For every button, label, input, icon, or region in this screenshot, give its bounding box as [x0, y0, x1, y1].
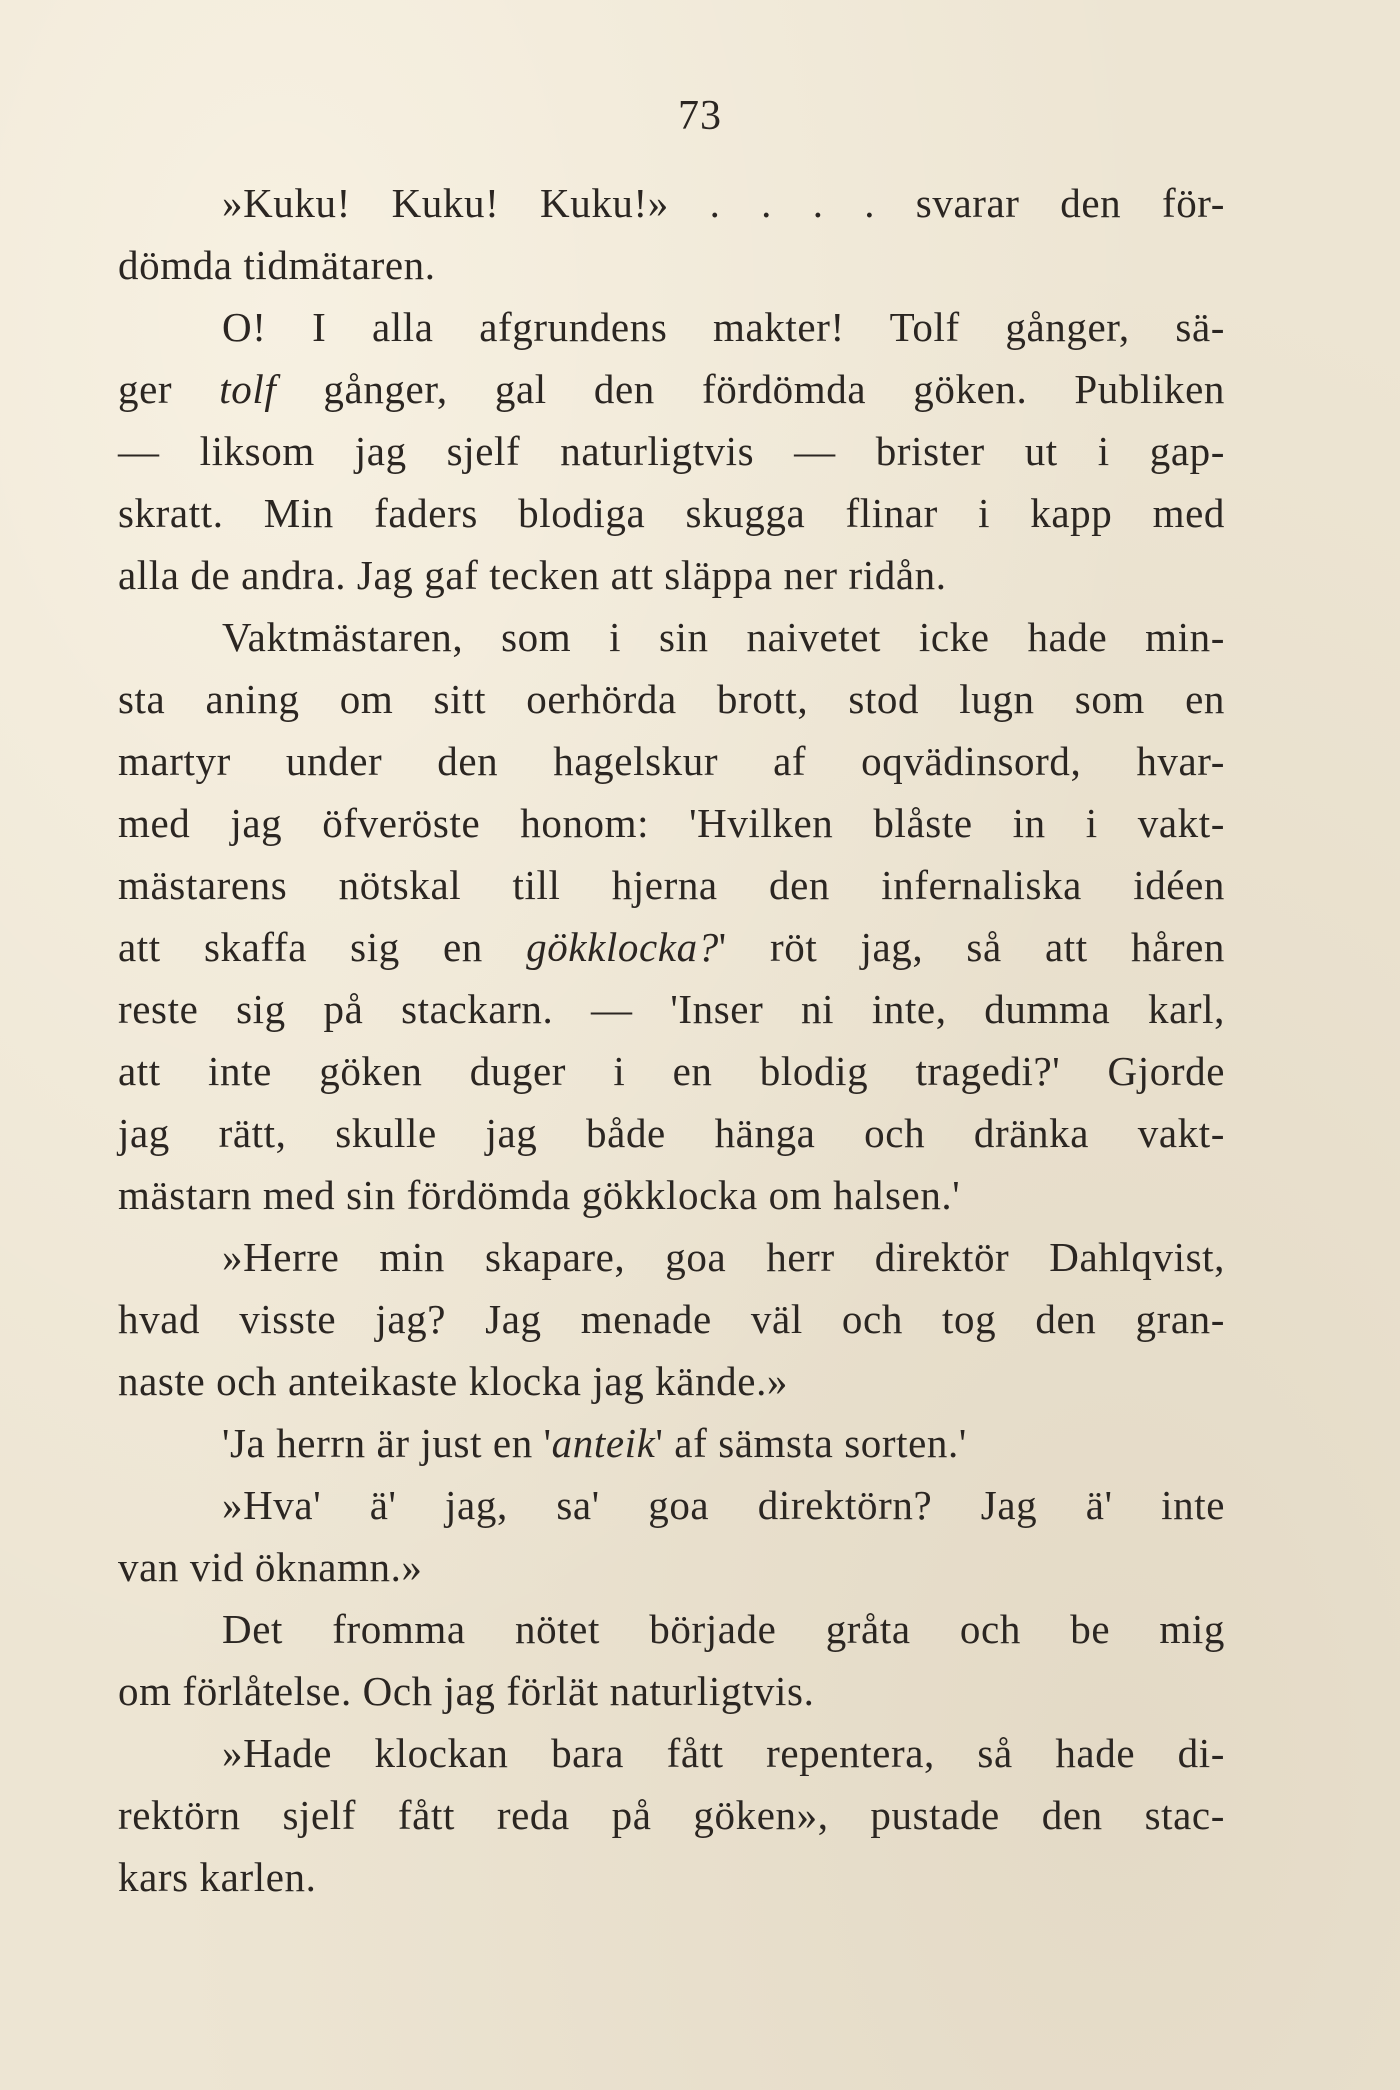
page-number	[0, 92, 1400, 140]
text-line: kars karlen.	[118, 1854, 317, 1900]
text-line: reste sig på stackarn. — 'Inser ni inte, dumma karl,	[118, 986, 1225, 1032]
text-line: att inte göken duger i en blodig tragedi?' Gjorde	[118, 1048, 1225, 1094]
text-line: sta aning om sitt oerhörda brott, stod lugn som en	[118, 676, 1225, 722]
text-line: jag rätt, skulle jag både hänga och dränka vakt-	[118, 1110, 1225, 1156]
text-line: mästarn med sin fördömda gökklocka om halsen.'	[118, 1172, 961, 1218]
italic-word: gökklocka?	[526, 924, 719, 970]
text-line: alla de andra. Jag gaf tecken att släppa ner ridån.	[118, 552, 947, 598]
text-line: Vaktmästaren, som i sin naivetet icke hade min-	[222, 614, 1225, 660]
text-segment: gånger, gal den fördömda göken. Publiken	[276, 366, 1225, 412]
text-line: dömda tidmätaren.	[118, 242, 436, 288]
page-number-text: 73	[678, 93, 722, 139]
text-line: — liksom jag sjelf naturligtvis — brister ut i gap-	[118, 428, 1225, 474]
text-line: rektörn sjelf fått reda på göken», pustade den stac-	[118, 1792, 1225, 1838]
text-line: om förlåtelse. Och jag förlät naturligtvis.	[118, 1668, 815, 1714]
text-segment: 'Ja herrn är just en '	[222, 1420, 552, 1466]
text-segment: ' röt jag, så att håren	[718, 924, 1225, 970]
text-segment: ' af sämsta sorten.'	[655, 1420, 967, 1466]
italic-word: tolf	[219, 366, 277, 412]
text-line: »Kuku! Kuku! Kuku!» . . . . svarar den för-	[222, 180, 1225, 226]
text-line: »Hade klockan bara fått repentera, så hade di-	[222, 1730, 1225, 1776]
body-text	[118, 172, 1225, 1908]
text-segment: ger	[118, 366, 220, 412]
text-line: martyr under den hagelskur af oqvädinsord, hvar-	[118, 738, 1225, 784]
italic-word: anteik	[551, 1420, 656, 1466]
text-line	[118, 916, 1225, 978]
text-line: »Herre min skapare, goa herr direktör Dahlqvist,	[222, 1234, 1225, 1280]
text-line: skratt. Min faders blodiga skugga flinar i kapp med	[118, 490, 1225, 536]
text-line: Det fromma nötet började gråta och be mig	[222, 1606, 1225, 1652]
text-line	[118, 358, 1225, 420]
text-line: O! I alla afgrundens makter! Tolf gånger, sä-	[222, 304, 1225, 350]
text-line	[118, 1412, 1225, 1474]
text-line: hvad visste jag? Jag menade väl och tog den gran-	[118, 1296, 1225, 1342]
text-line: »Hva' ä' jag, sa' goa direktörn? Jag ä' inte	[222, 1482, 1225, 1528]
text-line: mästarens nötskal till hjerna den infernaliska idéen	[118, 862, 1225, 908]
text-line: naste och anteikaste klocka jag kände.»	[118, 1358, 789, 1404]
text-line: van vid öknamn.»	[118, 1544, 423, 1590]
text-line: med jag öfveröste honom: 'Hvilken blåste in i vakt-	[118, 800, 1225, 846]
text-segment: att skaffa sig en	[118, 924, 527, 970]
